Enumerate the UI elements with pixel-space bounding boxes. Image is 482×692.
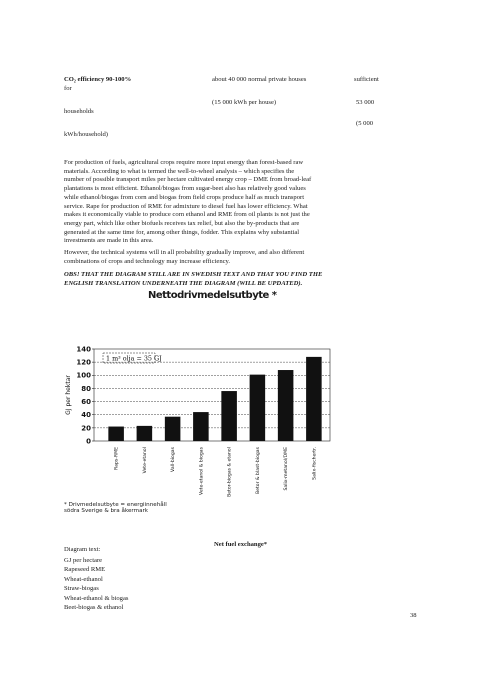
paragraph-line: However, the technical systems will in all probability gradually improve, and also different xyxy=(64,249,305,256)
table-cell-kwh-per-house: (15 000 kWh per house) xyxy=(212,99,277,106)
page-number: 38 xyxy=(410,612,417,619)
paragraph-line: materials. According to what is termed the well-to-wheel analysis – which specifies the xyxy=(64,167,295,175)
bar xyxy=(193,412,209,441)
y-tick-label: 100 xyxy=(76,371,91,380)
note-line: ENGLISH TRANSLATION UNDERNEATH THE DIAGRAM (WILL BE UPDATED). xyxy=(64,279,303,287)
y-tick-label: 40 xyxy=(81,411,91,420)
bar-chart xyxy=(58,300,338,526)
category-label: Vete-etanol & biogas xyxy=(199,447,205,495)
paragraph-line: plantations is most efficient. Ethanol/biogas from sugar-beet also has relatively good values xyxy=(64,185,306,193)
paragraph-line: service. Rape for production of RME for admixture to diesel fuel has lower efficiency. What xyxy=(64,202,308,210)
translation-item: Straw-biogas xyxy=(64,585,99,593)
table-cell-houses: about 40 000 normal private houses xyxy=(212,76,307,83)
bar xyxy=(165,417,181,441)
bar xyxy=(278,370,294,441)
translation-item: Beet-biogas & ethanol xyxy=(64,604,124,612)
translation-note xyxy=(64,271,322,288)
table-cell-5000: (5 000 xyxy=(356,120,374,127)
chart-footnote xyxy=(64,502,167,515)
footnote-line: södra Sverige & bra åkermark xyxy=(64,508,149,515)
y-tick-label: 80 xyxy=(81,384,91,393)
paragraph-line: investments are made in this area. xyxy=(64,237,154,245)
category-label: Vall-biogas xyxy=(171,447,177,472)
y-tick-label: 0 xyxy=(86,437,91,446)
translation-item: GJ per hectare xyxy=(64,557,103,564)
paragraph-line: while ethanol/biogas from corn and biogas from field crops produce half as much transport xyxy=(64,193,305,201)
table-cell-kwh-household: kWh/household) xyxy=(64,131,108,138)
table-cell-sufficient: sufficient xyxy=(354,76,379,83)
paragraph-fuels xyxy=(64,159,432,246)
chart-axes xyxy=(92,349,330,441)
chart-grid xyxy=(94,362,330,428)
category-label: Betor & blast-biogas xyxy=(255,447,261,494)
paragraph-technical xyxy=(64,249,432,266)
y-tick-label: 20 xyxy=(81,424,91,433)
bar xyxy=(221,391,237,441)
y-tick-label: 140 xyxy=(76,345,91,354)
table-cell-households: households xyxy=(64,108,94,115)
bar xyxy=(250,375,266,441)
table-cell-53000: 53 000 xyxy=(356,99,375,106)
diagram-text-label: Diagram text: xyxy=(64,546,101,553)
paragraph-line: makes it economically viable to produce corn ethanol and RME from oil plants is not just the xyxy=(64,211,310,219)
paragraph-line: For production of fuels, agricultural crops require more input energy than forest-based raw xyxy=(64,159,304,166)
paragraph-line: energy part, which like other biofuels receives tax relief, but also the by-products that are xyxy=(64,219,300,227)
paragraph-line: number of possible transport miles per hectare cultivated energy crop – DME from broad-leaf xyxy=(64,176,312,184)
net-fuel-exchange-label: Net fuel exchange* xyxy=(214,541,268,548)
category-label: Betor-biogas & etanol xyxy=(227,447,233,497)
note-line: OBS! THAT THE DIAGRAM STILL ARE IN SWEDISH TEXT AND THAT YOU FIND THE xyxy=(64,271,323,278)
paragraph-line: combinations of crops and technology may increase efficiency. xyxy=(64,257,231,265)
chart-bars xyxy=(106,354,321,441)
translation-item: Rapeseed RME xyxy=(64,566,106,574)
footnote-line: * Drivmedelsutbyte = energiinnehåll xyxy=(64,502,167,508)
y-tick-label: 120 xyxy=(76,358,91,367)
translation-list xyxy=(64,556,128,612)
paragraph-line: generated at the same time for, among other things, fodder. This explains why substantial xyxy=(64,228,300,236)
table-cell-efficiency: CO₂ efficiency 90-100% xyxy=(64,76,132,83)
bar xyxy=(137,426,153,441)
translation-item: Wheat-ethanol xyxy=(64,575,103,583)
translation-item: Wheat-ethanol & biogas xyxy=(64,594,129,602)
category-label: Salix-metanol/DME xyxy=(284,447,290,491)
bar xyxy=(108,427,124,441)
bar xyxy=(306,357,322,441)
category-label: Raps-RME xyxy=(114,447,120,470)
chart-title: Nettodrivmedelsutbyte * xyxy=(148,290,277,301)
y-axis-label: GJ per hektar xyxy=(65,375,72,415)
y-tick-label: 60 xyxy=(81,397,91,406)
category-label: Vete-etanol xyxy=(142,447,148,474)
category-label: Salix-fischertr. xyxy=(312,447,318,480)
annotation-text: 1 m³ olja = 35 GJ xyxy=(106,354,162,363)
table-cell-for: for xyxy=(64,85,72,92)
